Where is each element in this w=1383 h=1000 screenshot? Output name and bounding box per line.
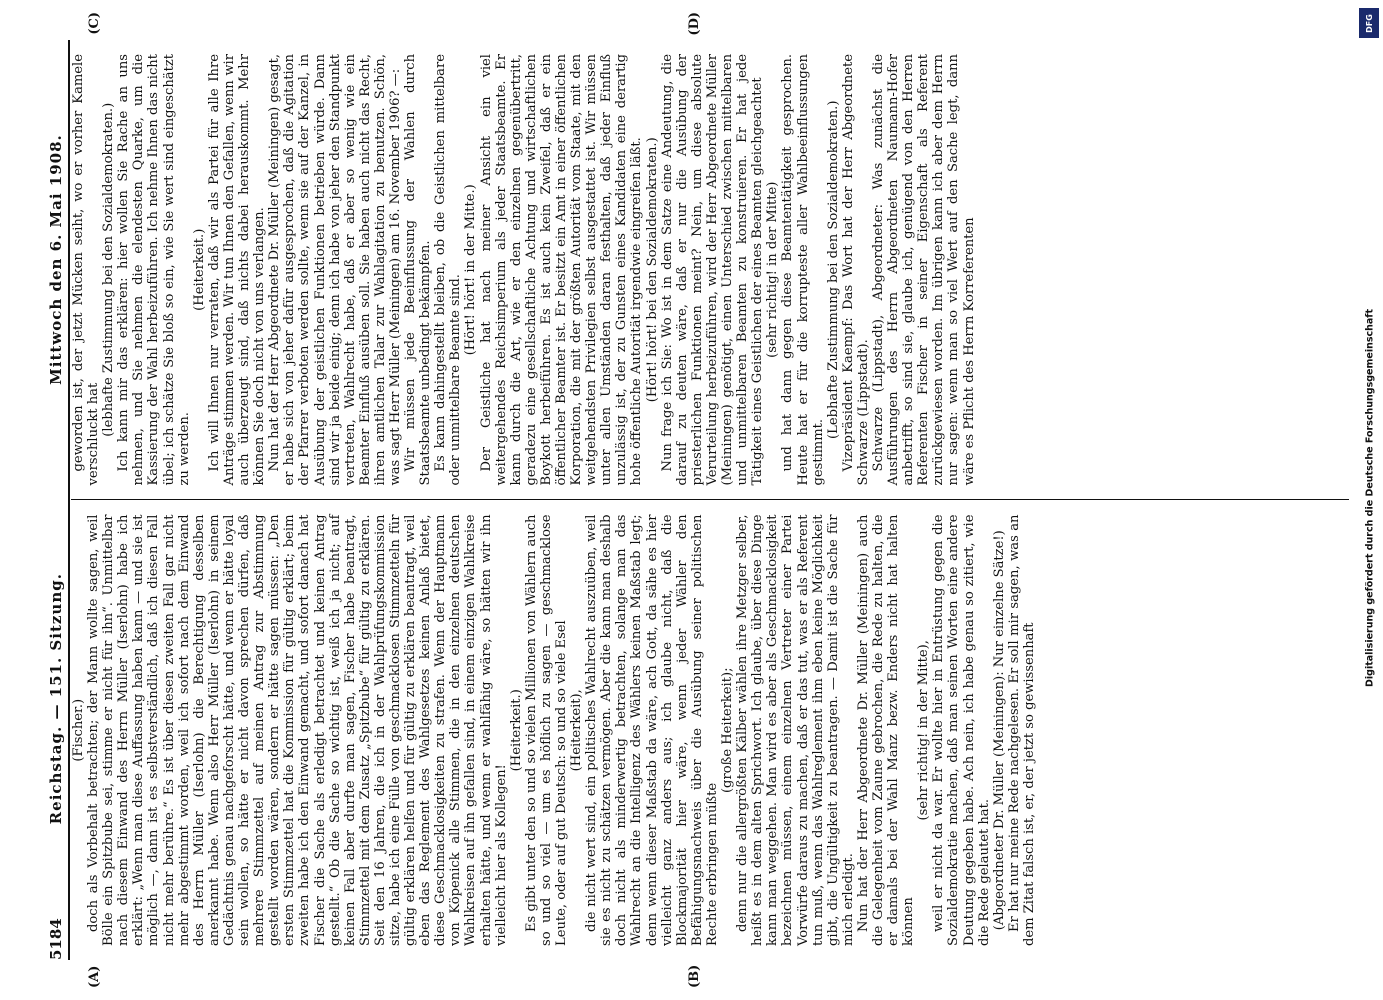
page-number: 5184: [46, 918, 65, 960]
paragraph: Ich will Ihnen nur verraten, daß wir als Partei für alle Ihre Anträge stimmen werden. Wir tun Ihnen den Gefallen, wenn wir auch überzeugt sind, daß nichts dabei herauskommt. Mehr können Sie doch nicht von uns verlangen.: [206, 54, 267, 486]
paragraph: Nun frage ich Sie: Wo ist in dem Satze eine Andeutung, die darauf zu deuten wäre, daß er nur die Ausübung der priesterlichen Funktionen meint? Nein, um diese absolute Verurteilung herbeizuführen, wird der Herr Abgeordnete Müller (Meiningen) genötigt, einen Unterschied zwischen mittelbaren und unmittelbaren Beamten zu konstruieren. Er hat jede Tätigkeit eines Geistlichen der eines Beamten gleichgeachtet: [659, 54, 765, 486]
text-columns: [71, 40, 1349, 960]
right-column: [71, 40, 1349, 500]
margin-marker-a: (A): [86, 965, 102, 988]
stamp-text: Digitalisierung gefördert durch die Deutsche Forschungsgemeinschaft: [1364, 309, 1376, 687]
paragraph: (Abgeordneter Dr. Müller (Meiningen): Nur einzelne Sätze!): [991, 530, 1007, 931]
page-header: [35, 40, 70, 960]
paragraph: (große Heiterkeit);: [719, 667, 735, 794]
paragraph: (lebhafte Zustimmung bei den Sozialdemokraten.): [100, 102, 116, 437]
margin-marker-c: (C): [86, 12, 102, 35]
paragraph: (Hört! hört! in der Mitte.): [462, 184, 478, 356]
paragraph: weil er nicht da war. Er wollte hier in Entrüstung gegen die Sozialdemokratie machen, daß man seinen Worten eine andere Deutung gegeben habe. Ach nein, ich habe genau so zitiert, wie die Rede gelautet hat.: [930, 514, 992, 946]
paragraph: Vizepräsident Kaempf: Das Wort hat der Herr Abgeordnete Schwarze (Lippstadt).: [840, 54, 871, 486]
left-column: [71, 501, 1349, 961]
paragraph: geworden ist, der jetzt Mücken seiht, wo er vorher Kamele verschluckt hat: [70, 54, 101, 486]
paragraph: Es gibt unter den so und so vielen Millionen von Wählern auch so und so viel — um es höflich zu sagen — geschmacklose Leute, oder auf gut Deutsch: so und so viele Esel: [523, 514, 569, 946]
session-date: Mittwoch den 6. Mai 1908.: [46, 134, 65, 385]
paragraph: (sehr richtig! in der Mitte): [764, 181, 780, 358]
margin-marker-d: (D): [686, 12, 702, 36]
paragraph: Es kann dahingestellt bleiben, ob die Geistlichen mittelbare oder unmittelbare Beamte sind.: [432, 54, 463, 486]
paragraph: Der Geistliche hat nach meiner Ansicht ein viel weitergehendes Reichsimperium als jeder Staatsbeamte. Er kann durch die Art, wie er den einzelnen gegenübertritt, geradezu eine gesellschaftliche Achtung und wirtschaftlichen Boykott herbeiführen. Es ist auch kein Zweifel, daß er ein öffentlicher Beamter ist. Er besitzt ein Amt in einer öffentlichen Korporation, die mit der größten Autorität vom Staate, mit den weitgehendsten Privilegien selbst ausgestattet ist. Wir müssen unter allen Umständen daran festhalten, daß jeder Einfluß unzulässig ist, der zu Gunsten eines Kandidaten eine derartig hohe öffentliche Autorität irgendwie eingreifen läßt.: [478, 54, 644, 486]
paragraph: und hat dann gegen diese Beamtentätigkeit gesprochen. Heute hat er für die korrupteste aller Wahlbeeinflussungen gestimmt.: [779, 54, 826, 486]
paragraph: Schwarze (Lippstadt), Abgeordneter: Was zunächst die Ausführungen des Herrn Abgeordneten Naumann-Hofer anbetrifft, so sind sie, glaube ich, genügend von den Herren Referenten Fischer in seiner Eigenschaft als Referent zurückgewiesen worden. Im übrigen kann ich aber dem Herrn nur sagen: wenn man so viel Wert auf den Sache legt, dann wäre es Pflicht des Herrn Korreferenten: [870, 54, 977, 486]
paragraph: doch als Vorbehalt betrachten; der Mann wollte sagen, weil Bölle ein Spitzbube sei, stimme er nicht für ihn“. Unmittelbar nach diesem Einwand des Herrn Müller (Iserlohn) habe ich erklärt: „Wenn man diese Auffassung haben kann — und sie ist möglich —, dann ist es selbstverständlich, daß ich diesen Fall nicht mehr berühre.“ Es ist über diesen zweiten Fall gar nicht mehr abgestimmt worden, weil ich sofort nach dem Einwand des Herrn Müller (Iserlohn) die Berechtigung desselben anerkannt habe. Wenn also Herr Müller (Iserlohn) in seinem Gedächtnis genau nachgeforscht hätte, und wenn er hätte loyal sein wollen, so hätte er nicht davon sprechen dürfen, daß mehrere Stimmzettel auf meinen Antrag zur Abstimmung gestellt worden wären, sondern er hätte sagen müssen: „Den ersten Stimmzettel hat die Kommission für gültig erklärt; beim zweiten habe ich den Einwand gemacht, und sofort danach hat Fischer die Sache als erledigt betrachtet und keinen Antrag gestellt.“ Ob die Sache so wichtig ist, weiß ich ja nicht; auf keinen Fall aber durfte man sagen, Fischer habe beantragt, Stimmzettel mit dem Zusatz „Spitzbube“ für gültig zu erklären. Seit den 16 Jahren, die ich in der Wahlprüfungskommission sitze, habe ich eine Fülle von geschmacklosen Stimmzetteln für gültig erklären helfen und für gültig zu erklären beantragt, weil eben das Reglement des Wahlgesetzes keinen Anlaß bietet, diese Geschmacklosigkeiten zu strafen. Wenn der Hauptmann von Köpenick alle Stimmen, die in den einzelnen deutschen Wahlkreisen auf ihn gefallen sind, in einem einzigen Wahlkreise erhalten hätte, und wenn er wahlfähig wäre, so hätten wir ihn vielleicht hier als Kollegen!: [85, 514, 509, 946]
margin-marker-b: (B): [686, 964, 702, 988]
paragraph: (Heiterkeit.): [508, 689, 524, 772]
paragraph: (Hört! hört! bei den Sozialdemokraten.): [644, 137, 660, 403]
paragraph: (Fischer.): [70, 698, 86, 762]
paragraph: (sehr richtig! in der Mitte),: [915, 640, 931, 821]
paragraph: Wir müssen jede Beeinflussung der Wahlen durch Staatsbeamte unbedingt bekämpfen.: [402, 54, 433, 486]
paragraph: Nun hat der Herr Abgeordnete Dr. Müller (Meiningen) auch die Gelegenheit vom Zaune gebrochen, die Rede zu halten, die er damals bei der Wahl Manz bezw. Enders nicht hat halten können: [855, 514, 916, 946]
session-title: Reichstag. — 151. Sitzung.: [46, 573, 65, 825]
paragraph: (Heiterkeit.): [191, 228, 207, 311]
rotated-page: [27, 10, 1357, 990]
paragraph: Ich kann mir das erklären: hier wollen Sie Rache an uns nehmen, und Sie nehmen die elendesten Quarke, um die Kassierung der Wahl herbeizuführen. Ich nehme Ihnen das nicht übel; ich schätze Sie bloß so ein, wie Sie wert sind eingeschätzt zu werden.: [115, 54, 192, 486]
column-divider: [71, 500, 1349, 501]
paragraph: die nicht wert sind, ein politisches Wahlrecht auszuüben, weil sie es nicht zu schätzen vermögen. Aber die kann man deshalb doch nicht als minderwertig betrachten, solange man das Wahlrecht an die Intelligenz des Wählers keinen Maßstab legt; denn wenn dieser Maßstab da wäre, ach Gott, da sähe es hier vielleicht ganz anders aus; ich glaube nicht, daß die Blockmajorität hier wäre, wenn jeder Wähler den Befähigungsnachweis über die Ausübung seiner politischen Rechte erbringen müßte: [583, 514, 720, 946]
dfg-logo: DFG: [1359, 8, 1379, 38]
paragraph: Nun hat der Herr Abgeordnete Dr. Müller (Meiningen) gesagt, er habe sich von jeher dafür ausgesprochen, daß die Agitation der Pfarrer verboten werden sollte, wenn sie auf der Kanzel, in Ausübung der geistlichen Funktionen betrieben würde. Dann sind wir ja beide einig; denn ich habe von jeher den Standpunkt vertreten, Wahlrecht habe, daß er aber so wenig wie ein Beamter Einfluß ausüben soll. Sie haben auch nicht das Recht, ihren amtlichen Talar zur Wahlagitation zu benutzen. Schön, was sagt Herr Müller (Meiningen) am 16. November 1906? —:: [266, 54, 403, 486]
digitization-stamp: [1359, 8, 1381, 988]
paragraph: (Heiterkeit),: [568, 689, 584, 772]
paragraph: denn nur die allergrößten Kälber wählen ihre Metzger selber, heißt es in dem alten Sprichwort. Ich glaube, über diese Dinge kann man weggehen. Man wird es aber als Geschmacklosigkeit bezeichnen müssen, einem einzelnen Vertreter einer Partei Vorwürfe daraus zu machen, daß er das tut, was er als Referent tun muß, wenn das Wahlreglement ihm eben keine Möglichkeit gibt, die Ungültigkeit zu beantragen. — Damit ist die Sache für mich erledigt.: [734, 514, 856, 946]
paragraph: (Lebhafte Zustimmung bei den Sozialdemokraten.): [825, 100, 841, 439]
paragraph: Er hat nur meine Rede nachgelesen. Er soll mir sagen, was an dem Zitat falsch ist, er, der jetzt so gewissenhaft: [1006, 514, 1037, 946]
